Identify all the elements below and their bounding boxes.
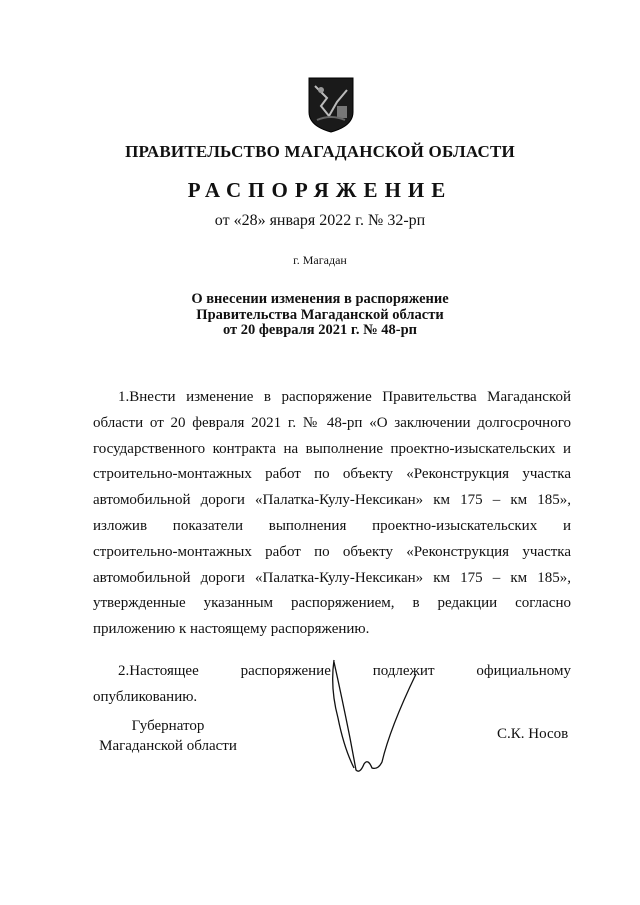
organization-title: ПРАВИТЕЛЬСТВО МАГАДАНСКОЙ ОБЛАСТИ [125, 142, 515, 161]
paragraph-2-line-1: 2.Настоящее распоряжение подлежит официальному [118, 663, 571, 679]
paragraph-1-text: 1.Внести изменение в распоряжение Правительства Магаданской области от 20 февраля 2021 г. № 48-рп «О заключении долгосрочного государственного контракта на выполнение проектно-изыскательских и строительно-монтажных работ по объекту «Реконструкция участка автомобильной дороги «Палатка-Кулу-Нексикан» км 175 – км 185», изложив показатели выполнения проектно-изыскательских и строительно-монтажных работ по объекту «Реконструкция участка автомобильной дороги «Палатка-Кулу-Нексикан» км 175 – км 185», утвержденные указанным распоряжением, в редакции согласно приложению к настоящему распоряжению. [93, 389, 571, 638]
document-type: РАСПОРЯЖЕНИЕ [187, 178, 453, 202]
document-date-number: от «28» января 2022 г. № 32-рп [214, 212, 426, 229]
subject-line: Правительства Магаданской области [196, 306, 444, 323]
paragraph-1 [93, 385, 571, 643]
position-line: Магаданской области [99, 738, 237, 754]
subject-line: О внесении изменения в распоряжение [191, 291, 449, 307]
signatory-name: С.К. Носов [497, 726, 569, 742]
position-line: Губернатор [131, 718, 205, 734]
city: г. Магадан [293, 253, 347, 267]
handwritten-signature [320, 658, 450, 778]
paragraph-2-line-2: опубликованию. [93, 689, 198, 705]
signatory-position [93, 716, 243, 756]
document-subject [0, 292, 640, 339]
subject-line: от 20 февраля 2021 г. № 48-рп [222, 322, 418, 338]
coat-of-arms-emblem [307, 76, 355, 134]
